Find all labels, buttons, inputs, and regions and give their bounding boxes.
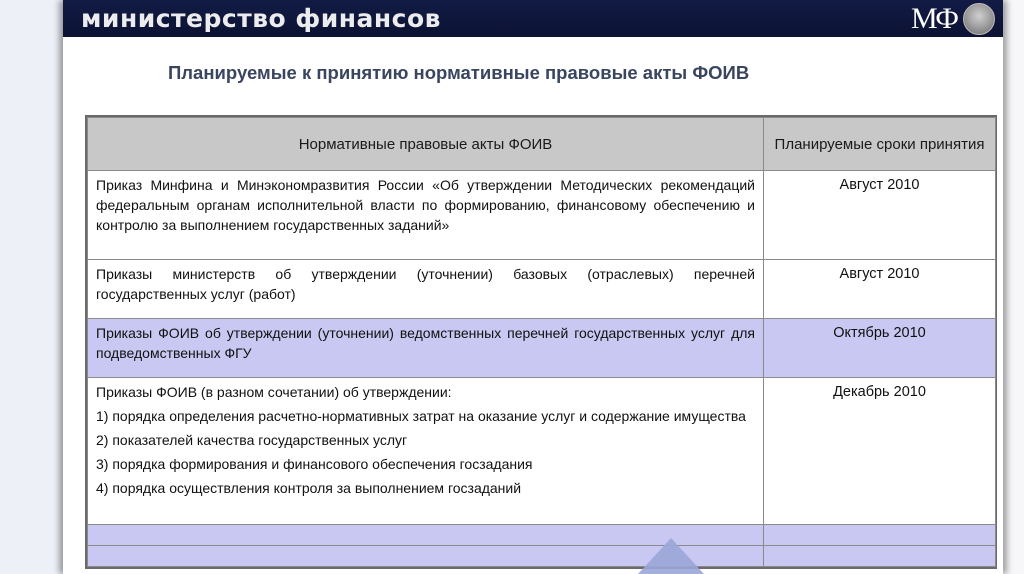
list-item: 3) порядка формирования и финансового обеспечения госзадания — [96, 456, 533, 472]
ministry-logo — [911, 2, 995, 35]
table-row — [88, 319, 996, 378]
act-cell: Приказ Минфина и Минэкономразвития России «Об утверждении Методических рекомендаций федеральным органам исполнительной власти по формированию, финансовому обеспечению и контролю за выполнением государственных заданий» — [88, 171, 764, 260]
slide — [63, 0, 1003, 574]
date-cell: Декабрь 2010 — [764, 378, 996, 525]
right-decoration — [1004, 0, 1024, 574]
column-header-dates: Планируемые сроки принятия — [764, 118, 996, 171]
act-intro: Приказы ФОИВ (в разном сочетании) об утверждении: — [96, 384, 452, 400]
logo-mark: МФ — [911, 1, 957, 35]
table-row-empty — [88, 546, 996, 567]
ministry-name: министерство финансов — [81, 4, 441, 33]
empty-cell — [764, 525, 996, 546]
table-row-empty — [88, 525, 996, 546]
date-cell: Август 2010 — [764, 171, 996, 260]
header-bar — [63, 0, 1003, 37]
table-row — [88, 260, 996, 319]
table-row — [88, 171, 996, 260]
column-header-acts: Нормативные правовые акты ФОИВ — [88, 118, 764, 171]
left-decoration — [0, 0, 63, 574]
date-cell: Октябрь 2010 — [764, 319, 996, 378]
date-cell: Август 2010 — [764, 260, 996, 319]
table-row — [88, 378, 996, 525]
table-header-row — [88, 118, 996, 171]
decorative-triangle — [638, 538, 704, 574]
acts-table — [85, 115, 997, 569]
list-item: 1) порядка определения расчетно-нормативных затрат на оказание услуг и содержание имущества — [96, 408, 746, 424]
page-title: Планируемые к принятию нормативные правовые акты ФОИВ — [168, 62, 750, 83]
coat-of-arms-icon — [963, 3, 995, 35]
act-cell: Приказы ФОИВ об утверждении (уточнении) ведомственных перечней государственных услуг для подведомственных ФГУ — [88, 319, 764, 378]
act-cell: Приказы министерств об утверждении (уточнении) базовых (отраслевых) перечней государственных услуг (работ) — [88, 260, 764, 319]
act-cell — [88, 378, 764, 525]
empty-cell — [764, 546, 996, 567]
list-item: 2) показателей качества государственных услуг — [96, 432, 408, 448]
list-item: 4) порядка осуществления контроля за выполнением госзаданий — [96, 480, 522, 496]
